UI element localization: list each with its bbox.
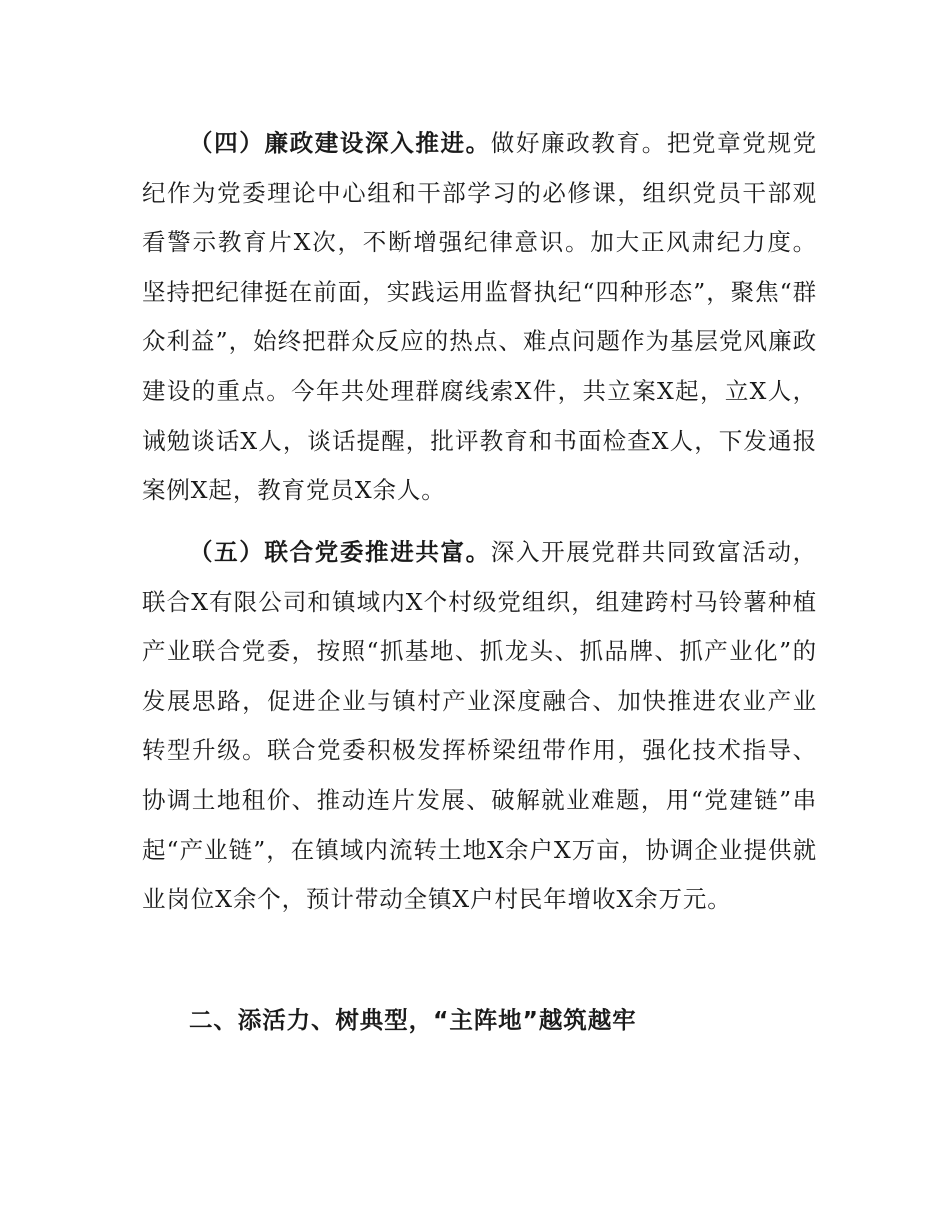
section-5-title: （五）联合党委推进共富。: [189, 538, 491, 566]
section-5-paragraph: [142, 528, 817, 925]
section-4-title: （四）廉政建设深入推进。: [189, 129, 491, 157]
section-two-heading: 二、添活力、树典型，“主阵地”越筑越牢: [189, 1006, 637, 1034]
section-5-body: 深入开展党群共同致富活动，联合X有限公司和镇域内X个村级党组织，组建跨村马铃薯种植产业联合党委，按照“抓基地、抓龙头、抓品牌、抓产业化”的发展思路，促进企业与镇村产业深度融合、加快推进农业产业转型升级。联合党委积极发挥桥梁纽带作用，强化技术指导、协调土地租价、推动连片发展、破解就业难题，用“党建链”串起“产业链”，在镇域内流转土地X余户X万亩，协调企业提供就业岗位X余个，预计带动全镇X户村民年增收X余万元。: [142, 538, 817, 914]
section-4-paragraph: [142, 119, 817, 516]
section-4-body: 做好廉政教育。把党章党规党纪作为党委理论中心组和干部学习的必修课，组织党员干部观看警示教育片X次，不断增强纪律意识。加大正风肃纪力度。坚持把纪律挺在前面，实践运用监督执纪“四种形态”，聚焦“群众利益”，始终把群众反应的热点、难点问题作为基层党风廉政建设的重点。今年共处理群腐线索X件，共立案X起，立X人，诫勉谈话X人，谈话提醒，批评教育和书面检查X人，下发通报案例X起，教育党员X余人。: [142, 129, 817, 505]
